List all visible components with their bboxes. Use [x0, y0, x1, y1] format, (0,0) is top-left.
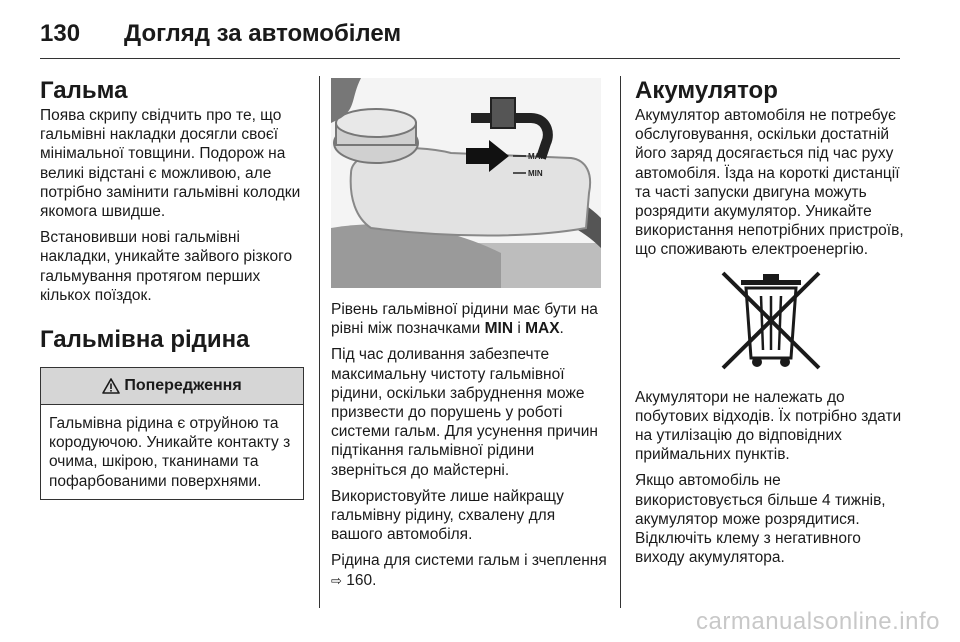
warning-text: Гальмівна рідина є отруйною та кородуючою. Уникайте контакту з очима, шкірою, тканинами та пофарбованими поверхнями. [49, 415, 291, 490]
fluid-paragraph: Використовуйте лише найкращу гальмівну рідину, схвалену для вашого автомобіля. [331, 487, 564, 544]
column-divider [319, 76, 320, 608]
fluid-reference-paragraph: Рідина для системи гальм і зчеплення ⇨ 160. [331, 552, 607, 589]
battery-paragraph: Акумулятор автомобіля не потребує обслуговування, оскільки достатній його заряд досягається під час руху автомобіля. Їзда на короткі дистанції та часті запуски двигуна можуть розрядити акумулятор. Уникайте використання непотрібних пристроїв, що споживають електроенергію. [635, 107, 904, 259]
reference-arrow-icon[interactable]: ⇨ [331, 572, 342, 588]
watermark: carmanualsonline.info [696, 608, 940, 635]
battery-heading: Акумулятор [635, 77, 778, 104]
battery-paragraph: Акумулятори не належать до побутових відходів. Їх потрібно здати на утилізацію до відповідних приймальних пунктів. [635, 388, 902, 464]
column-right [635, 78, 905, 574]
warning-box [40, 367, 304, 500]
brakes-heading: Гальма [40, 77, 128, 104]
column-divider [620, 76, 621, 608]
warning-triangle-icon [102, 378, 120, 394]
fluid-level-paragraph: Рівень гальмівної рідини має бути на рівні між позначками MIN і MAX. [331, 301, 598, 338]
warning-header [41, 368, 303, 405]
brake-fluid-reservoir-photo [331, 78, 601, 288]
brakes-paragraph: Поява скрипу свідчить про те, що гальмівні накладки досягли своєї мінімальної товщини. Подорож на великі відстані є можливою, але потрібно замінити гальмівні колодки якомога швидше. [40, 107, 301, 221]
fluid-paragraph: Під час доливання забезпечте максимальну чистоту гальмівної рідини, оскільки забруднення може призвести до порушень у роботі системи гальм. Для усунення причин підтікання гальмівної рідини зверніться до майстерні. [331, 346, 598, 479]
page-number: 130 [40, 20, 81, 47]
photo-label-max: MAX [528, 152, 546, 161]
column-middle [331, 78, 607, 597]
page-title: Догляд за автомобілем [124, 20, 402, 47]
brakes-paragraph: Встановивши нові гальмівні накладки, уникайте зайвого різкого гальмування протягом перших кількох поїздок. [40, 229, 293, 304]
crossed-bin-icon [711, 268, 831, 378]
warning-title: Попередження [124, 377, 242, 395]
brake-fluid-heading: Гальмівна рідина [40, 326, 250, 354]
battery-paragraph: Якщо автомобіль не використовується більше 4 тижнів, акумулятор може розрядитися. Відключіть клему з негативного виходу акумулятора. [635, 472, 886, 567]
photo-label-min: MIN [528, 169, 543, 178]
page-header [40, 18, 900, 59]
column-left [40, 78, 308, 500]
